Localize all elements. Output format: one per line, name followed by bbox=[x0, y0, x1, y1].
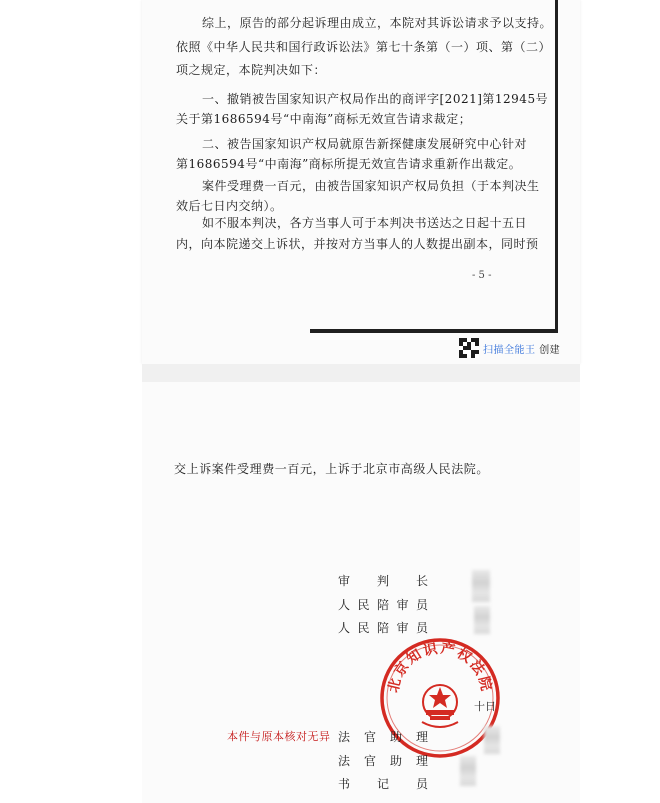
role-label bbox=[338, 572, 428, 589]
text-line: 关于第1686594号“中南海”商标无效宣告请求裁定； bbox=[176, 112, 472, 126]
scanner-brand: 扫描全能王 bbox=[483, 344, 536, 356]
seal-text: 北京知识产权法院 bbox=[385, 640, 495, 695]
role-char: 员 bbox=[415, 777, 428, 791]
page-frame-right bbox=[555, 0, 558, 332]
role-char: 审 bbox=[396, 621, 409, 635]
text-line: 二、被告国家知识产权局就原告新探健康发展研究中心针对 bbox=[202, 137, 528, 151]
role-clerk bbox=[338, 775, 428, 792]
role-char: 理 bbox=[415, 730, 428, 744]
text-line: 内，向本院递交上诉状，并按对方当事人的人数提出副本，同时预 bbox=[176, 237, 539, 251]
document-page-5 bbox=[142, 0, 580, 364]
role-label bbox=[338, 596, 428, 613]
role-char: 审 bbox=[396, 598, 409, 612]
role-char: 员 bbox=[415, 598, 428, 612]
redacted-name bbox=[460, 756, 476, 786]
role-label bbox=[338, 619, 428, 636]
scanner-label bbox=[483, 341, 560, 356]
redacted-name bbox=[472, 570, 490, 602]
role-judge-assistant-2 bbox=[338, 752, 428, 769]
redacted-name bbox=[484, 726, 500, 754]
role-char: 民 bbox=[357, 621, 370, 635]
role-char: 记 bbox=[376, 777, 389, 791]
appeal-text: 交上诉案件受理费一百元，上诉于北京市高级人民法院。 bbox=[174, 462, 490, 476]
text-line: 项之规定，本院判决如下： bbox=[176, 63, 327, 77]
role-char: 陪 bbox=[376, 598, 389, 612]
svg-text:北京知识产权法院 bbox=[386, 640, 496, 695]
page-number: - 5 - bbox=[472, 270, 492, 281]
role-presiding-judge bbox=[338, 572, 428, 589]
role-char: 理 bbox=[415, 754, 428, 768]
certification-stamp-text: 本件与原本核对无异 bbox=[227, 730, 331, 743]
page-frame-bottom bbox=[310, 329, 558, 333]
role-char: 官 bbox=[363, 730, 376, 744]
text-line: 依照《中华人民共和国行政诉讼法》第七十条第（一）项、第（二） bbox=[176, 40, 552, 54]
qr-code-icon bbox=[459, 338, 479, 358]
page-gap bbox=[142, 364, 580, 382]
role-label bbox=[338, 728, 428, 745]
national-emblem-icon bbox=[422, 685, 458, 727]
text-line: 如不服本判决，各方当事人可于本判决书送达之日起十五日 bbox=[202, 216, 528, 230]
role-char: 民 bbox=[357, 598, 370, 612]
role-char: 人 bbox=[338, 621, 351, 635]
role-char: 书 bbox=[338, 777, 351, 791]
date-fragment: 十日 bbox=[474, 700, 496, 713]
text-line: 综上，原告的部分起诉理由成立，本院对其诉讼请求予以支持。 bbox=[202, 16, 553, 30]
role-char: 法 bbox=[338, 730, 351, 744]
role-char: 员 bbox=[415, 621, 428, 635]
role-char: 长 bbox=[415, 574, 428, 588]
role-label bbox=[338, 775, 428, 792]
redacted-name bbox=[474, 606, 490, 634]
role-char: 审 bbox=[338, 574, 351, 588]
text-line: 一、撤销被告国家知识产权局作出的商评字[2021]第12945号 bbox=[202, 92, 549, 106]
role-char: 判 bbox=[376, 574, 389, 588]
role-char: 法 bbox=[338, 754, 351, 768]
role-char: 人 bbox=[338, 598, 351, 612]
role-juror-2 bbox=[338, 619, 428, 636]
text-line: 案件受理费一百元，由被告国家知识产权局负担（于本判决生 bbox=[202, 179, 540, 193]
role-char: 助 bbox=[389, 730, 402, 744]
document-page-6 bbox=[142, 382, 580, 803]
role-label bbox=[338, 752, 428, 769]
scanner-suffix: 创建 bbox=[539, 344, 561, 356]
role-char: 陪 bbox=[376, 621, 389, 635]
text-line: 第1686594号“中南海”商标所提无效宣告请求重新作出裁定。 bbox=[176, 157, 522, 171]
role-juror-1 bbox=[338, 596, 428, 613]
scanner-watermark bbox=[459, 338, 560, 358]
text-line: 效后七日内交纳）。 bbox=[176, 199, 283, 213]
role-char: 官 bbox=[363, 754, 376, 768]
role-judge-assistant-1 bbox=[338, 728, 428, 745]
role-char: 助 bbox=[389, 754, 402, 768]
